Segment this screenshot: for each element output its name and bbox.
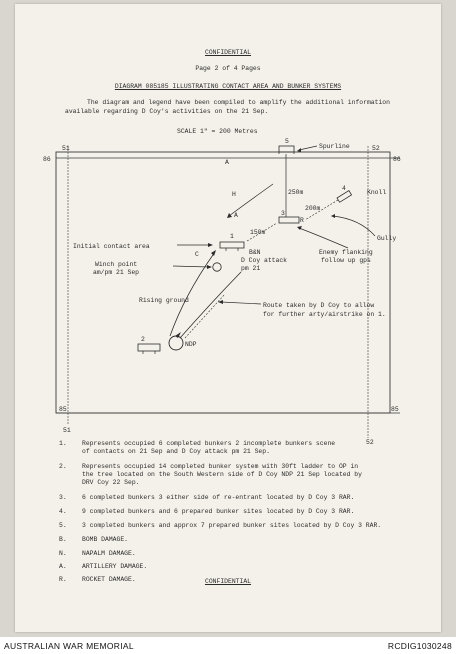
diagram [15, 4, 441, 444]
grid-label-86-right: 86 [393, 156, 401, 163]
bunker-1-number: 1 [230, 233, 234, 240]
enemy-flanking-label: Enemy flanking [319, 249, 373, 256]
legend-text-2a: Represents occupied 14 completed bunker system with 30ft ladder to OP in [82, 463, 359, 470]
legend-text-b: BOMB DAMAGE. [82, 536, 129, 543]
intro-line-1: The diagram and legend have been compiled to amplify the additional information [87, 99, 390, 106]
bunker-5-symbol [279, 146, 294, 152]
winch-point-symbol [213, 263, 221, 271]
page-number: Page 2 of 4 Pages [195, 65, 261, 72]
winch-point-arrow [173, 266, 209, 267]
legend-key-4: 4. [59, 508, 67, 515]
distance-250m: 250m [288, 189, 304, 196]
approach-arrow [229, 184, 273, 216]
grid-label-52-top: 52 [372, 145, 380, 152]
bunker-1-symbol [220, 242, 244, 248]
legend-text-1a: Represents occupied 6 completed bunkers 2 incomplete bunkers scene [82, 440, 336, 447]
d-coy-attack-time: pm 21 [241, 265, 261, 272]
confidential-header: CONFIDENTIAL [204, 49, 252, 56]
route-line-withdraw [185, 294, 225, 338]
legend-key-3: 3. [59, 494, 67, 501]
legend-key-b: B. [59, 536, 67, 543]
intro-line-2: available regarding D Coy's activities on the 21 Sep. [65, 108, 269, 115]
archive-name: AUSTRALIAN WAR MEMORIAL [4, 641, 134, 651]
rising-ground-label: Rising ground [139, 297, 189, 304]
bunker-2-symbol [138, 344, 160, 351]
legend-key-n: N. [59, 550, 67, 557]
damage-label-h: H [232, 191, 236, 198]
grid-label-51-top: 51 [62, 145, 70, 152]
grid-label-85-right: 85 [391, 406, 399, 413]
confidential-footer: CONFIDENTIAL [204, 578, 252, 585]
legend-text-1b: of contacts on 21 Sep and D Coy attack pm 21 Sep. [82, 448, 270, 455]
archive-record-id: RCDIG1030248 [387, 641, 452, 651]
bunker-2-number: 2 [141, 336, 145, 343]
ndp-label: NDP [185, 341, 197, 348]
route-line-attack [180, 272, 241, 338]
gully-arrow [333, 216, 375, 236]
damage-label-bn: B&N [249, 249, 261, 256]
diagram-scale: SCALE 1" = 200 Metres [177, 128, 258, 135]
route-label-line-1: Route taken by D Coy to allow [263, 302, 375, 309]
legend-key-a: A. [59, 563, 67, 570]
legend-text-2c: DRV Coy 22 Sep. [82, 479, 140, 486]
spurline-arrow [299, 146, 317, 150]
damage-label-a-mid: A [234, 212, 238, 219]
legend-key-r: R. [59, 576, 67, 583]
bunker-5-number: 5 [285, 138, 289, 145]
d-coy-attack-label: D Coy attack [241, 257, 288, 264]
distance-150m: 150m [250, 229, 266, 236]
winch-point-time: am/pm 21 Sep [93, 269, 140, 276]
damage-label-r: R [300, 217, 304, 224]
legend-text-5: 3 completed bunkers and approx 7 prepared bunker sites located by D Coy 3 RAR. [82, 522, 382, 529]
winch-point-label: Winch point [95, 261, 138, 268]
gully-label: Gully [377, 235, 397, 242]
enemy-flanking-arrow [299, 228, 348, 248]
legend-text-r: ROCKET DAMAGE. [82, 576, 136, 583]
initial-contact-label: Initial contact area [73, 243, 150, 250]
damage-label-c: C [195, 251, 199, 258]
legend-key-5: 5. [59, 522, 67, 529]
map-frame [56, 152, 390, 413]
bunker-4-symbol [337, 191, 352, 203]
ndp-symbol [169, 336, 183, 350]
legend-text-n: NAPALM DAMAGE. [82, 550, 136, 557]
document-title: DIAGRAM 085185 ILLUSTRATING CONTACT AREA AND BUNKER SYSTEMS [114, 83, 342, 90]
legend-key-2: 2. [59, 463, 67, 470]
legend-text-4: 9 completed bunkers and 6 prepared bunker sites located by D Coy 3 RAR. [82, 508, 355, 515]
knoll-label: Knoll [367, 189, 387, 196]
legend-text-a: ARTILLERY DAMAGE. [82, 563, 148, 570]
damage-label-a-top: A [225, 159, 229, 166]
grid-label-85-left: 85 [59, 406, 67, 413]
distance-200m: 200m [305, 205, 321, 212]
legend-text-3: 6 completed bunkers 3 either side of re-entrant located by D Coy 3 RAR. [82, 494, 355, 501]
grid-label-86-left: 86 [43, 156, 51, 163]
legend-key-1: 1. [59, 440, 67, 447]
bunker-3-symbol [279, 217, 299, 223]
archive-footer [0, 637, 456, 654]
route-label-arrow [221, 302, 261, 304]
route-label-line-2: for further arty/airstrike on 1. [263, 311, 386, 318]
grid-label-51-bottom: 51 [63, 427, 71, 434]
bunker-3-number: 3 [281, 210, 285, 217]
spurline-label: Spurline [319, 143, 350, 150]
legend-text-2b: the tree located on the South Western side of D Coy NDP 21 Sep located by [82, 471, 362, 478]
grid-label-52-bottom: 52 [366, 439, 374, 444]
document-page [15, 4, 441, 632]
bunker-4-number: 4 [342, 185, 346, 192]
enemy-follow-up-label: follow up gps [321, 257, 371, 264]
